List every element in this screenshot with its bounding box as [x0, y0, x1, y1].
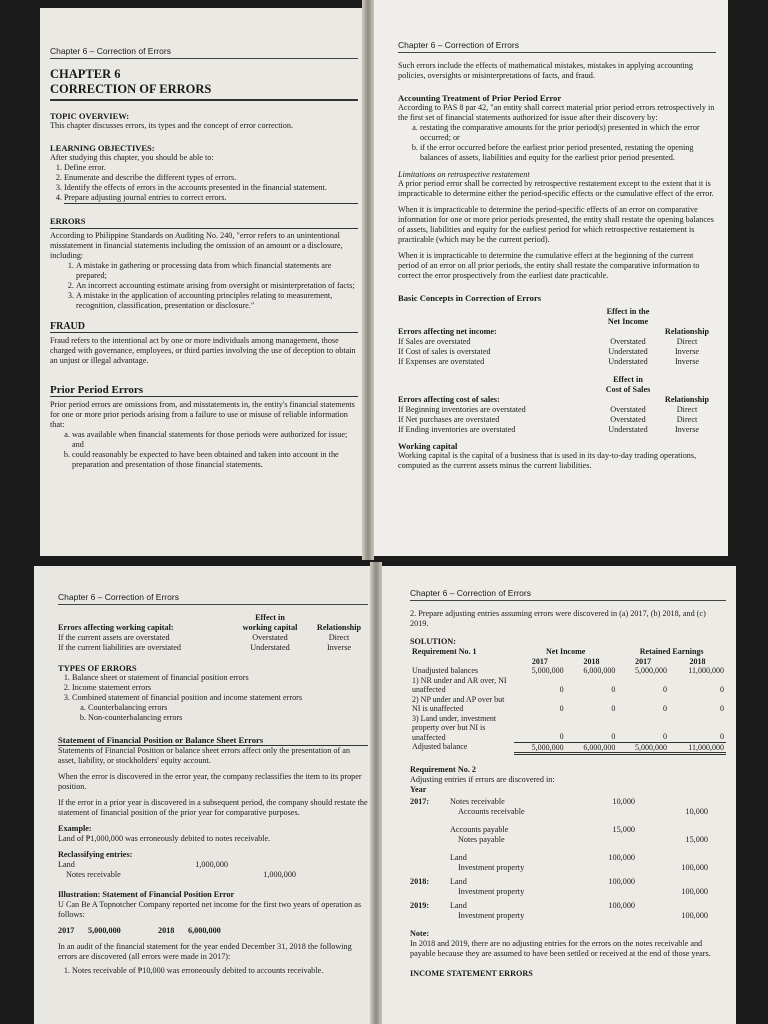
cs-row-label: If Beginning inventories are overstated	[398, 405, 526, 414]
ppe-item: b. could reasonably be expected to have been obtained and taken into account in the preparation and presentation of those financial statements.	[72, 450, 358, 470]
example-text: Land of ₱1,000,000 was erroneously debited to notes receivable.	[58, 834, 271, 843]
illustration-label: Illustration: Statement of Financial Position Error	[58, 890, 235, 899]
type-item-label: Combined statement of financial position and income statement errors	[72, 693, 303, 702]
example-label: Example:	[58, 824, 92, 833]
entry-credit-row	[410, 887, 726, 897]
limitations-text-3: When it is impracticable to determine the cumulative effect at the beginning of the current period of an error on all prior periods, the entity shall restate the comparative information to correct the error prospectively from the earliest date practicable.	[398, 251, 700, 280]
cs-col-relationship: Relationship	[664, 395, 710, 404]
page-top-left	[40, 8, 366, 556]
cs-row-effect: Understated	[608, 425, 648, 434]
ni-row-effect: Understated	[608, 347, 648, 356]
errors-heading: ERRORS	[50, 216, 86, 226]
ni-row	[398, 347, 716, 357]
learning-objectives-heading: LEARNING OBJECTIVES:	[50, 143, 155, 153]
ni-row-effect: Understated	[608, 357, 648, 366]
chapter-title	[50, 67, 358, 101]
basic-concepts-heading: Basic Concepts in Correction of Errors	[398, 293, 542, 303]
cs-col-effect-line1: Effect in	[613, 375, 643, 384]
cs-row-effect: Overstated	[610, 405, 646, 414]
cs-row	[398, 425, 716, 435]
entry-debit-account: Notes receivable	[450, 797, 505, 806]
working-capital-heading: Working capital	[398, 441, 458, 451]
entry-year	[410, 825, 450, 835]
page-header: Chapter 6 – Correction of Errors	[410, 588, 726, 601]
row-value: 0	[617, 714, 669, 743]
table-header-row	[410, 647, 726, 657]
entry-debit-row	[410, 853, 726, 863]
entry-credit-amount: 100,000	[681, 863, 708, 872]
entry-debit-amount: 100,000	[608, 853, 635, 862]
row-label: 3) Land under, investment property over but NI is unaffected	[412, 713, 497, 742]
ni-col-relationship: Relationship	[664, 327, 710, 336]
year-label: Year	[410, 785, 427, 794]
illustration-text: U Can Be A Topnotcher Company reported net income for the first two years of operation as follows:	[58, 900, 362, 919]
objective-item: 1. Define error.	[64, 163, 358, 173]
cs-table-subheader	[398, 395, 716, 405]
note-text: In 2018 and 2019, there are no adjusting entries for the errors on the notes receivable and payable because they are assumed to have been settled or received at the end of those years.	[410, 939, 711, 958]
entry-debit-row	[410, 825, 726, 835]
ni-row-effect: Overstated	[610, 337, 646, 346]
wc-col-effect-line2: working capital	[242, 623, 298, 632]
entry-debit-account: Land	[450, 853, 467, 862]
ni-year-2: 2018	[158, 926, 175, 935]
cs-row-label: If Net purchases are overstated	[398, 415, 500, 424]
wc-row	[58, 633, 368, 643]
chapter-name: CORRECTION OF ERRORS	[50, 82, 212, 96]
errors-list	[50, 261, 358, 311]
income-statement-errors-heading: INCOME STATEMENT ERRORS	[410, 969, 533, 978]
row-value: 5,000,000	[617, 742, 669, 754]
entry-year	[410, 853, 450, 863]
objective-item: 2. Enumerate and describe the different types of errors.	[64, 173, 358, 183]
cs-row-effect: Overstated	[610, 415, 646, 424]
treatment-item: b. if the error occurred before the earliest prior period presented, restating the opening balances of assets, liabilities and equity for the earliest prior period presented.	[420, 143, 716, 163]
table-row	[410, 695, 726, 714]
col-year: 2018	[689, 656, 706, 666]
page-header: Chapter 6 – Correction of Errors	[50, 46, 358, 59]
entry-credit-row	[410, 911, 726, 921]
requirement-1-label: Requirement No. 1	[412, 647, 477, 656]
entry-credit-amount: 100,000	[681, 887, 708, 896]
ni-row	[398, 357, 716, 367]
note-label: Note:	[410, 929, 430, 938]
row-value: 6,000,000	[566, 742, 618, 754]
row-value: 0	[662, 685, 667, 694]
cs-col-effect	[598, 375, 658, 395]
row-value: 0	[559, 704, 564, 713]
table-row	[410, 676, 726, 695]
limitations-heading: Limitations on retrospective restatement	[398, 170, 530, 179]
prior-period-errors-list	[50, 430, 358, 470]
ni-row-label: If Sales are overstated	[398, 337, 471, 346]
ni-row-label: If Expenses are overstated	[398, 357, 485, 366]
fraud-text: Fraud refers to the intentional act by one or more individuals among management, those charged with governance, employees, or third parties involving the use of deception to obtain an unjust or illegal advantage.	[50, 336, 356, 365]
ni-value-1: 5,000,000	[88, 926, 121, 935]
limitations-text-2: When it is impracticable to determine the period-specific effects of an error on comparative information for one or more prior periods presented, the entity shall restate the opening balances of assets, liabilities and equity for the earliest period for which retrospective restatement is practicable (which may be the current period).	[398, 205, 714, 244]
requirement-2-intro: Adjusting entries if errors are discovered in:	[410, 775, 555, 784]
entry-credit-amount: 100,000	[681, 911, 708, 920]
prior-period-errors-text: Prior period errors are omissions from, and misstatements in, the entity's financial statements for one or more prior periods arising from a failure to use or misuse of reliable information that:	[50, 400, 355, 429]
page-bottom-left	[34, 566, 374, 1024]
cs-col-effect-line2: Cost of Sales	[605, 385, 651, 394]
prior-period-errors-heading: Prior Period Errors	[50, 384, 358, 397]
ni-table-subheader	[398, 327, 716, 337]
errors-item: 1. A mistake in gathering or processing data from which financial statements are prepared;	[76, 261, 358, 281]
col-retained-earnings: Retained Earnings	[639, 647, 704, 656]
cs-row-relationship: Direct	[676, 415, 698, 424]
ni-table-title: Errors affecting net income:	[398, 327, 497, 336]
wc-table-title: Errors affecting working capital:	[58, 623, 174, 632]
col-year: 2018	[583, 656, 600, 666]
page-header: Chapter 6 – Correction of Errors	[58, 592, 368, 605]
entry-debit-amount: 15,000	[612, 825, 635, 834]
requirement-line: 2. Prepare adjusting entries assuming errors were discovered in (a) 2017, (b) 2018, and (c) 2019.	[410, 609, 706, 628]
entry-year: 2018:	[410, 877, 430, 886]
ni-value-2: 6,000,000	[188, 926, 221, 935]
wc-col-effect-line1: Effect in	[255, 613, 285, 622]
accounting-treatment-heading: Accounting Treatment of Prior Period Error	[398, 93, 562, 103]
entry-credit-row	[410, 863, 726, 873]
reclass-debit-account: Land	[58, 860, 75, 869]
entry-credit-account: Investment property	[458, 887, 525, 896]
cs-row-relationship: Inverse	[674, 425, 700, 434]
type-item: 1. Balance sheet or statement of financial position errors	[72, 673, 368, 683]
row-value: 5,000,000	[634, 666, 667, 675]
entry-debit-account: Land	[450, 901, 467, 910]
types-list	[58, 673, 368, 723]
ni-col-effect-line1: Effect in the	[606, 307, 650, 316]
row-value: 0	[720, 685, 724, 694]
errors-item: 3. A mistake in the application of accounting principles relating to measurement, recognition, classification, presentation or disclosure."	[76, 291, 358, 311]
type-item: 2. Income statement errors	[72, 683, 368, 693]
sfp-errors-heading: Statement of Financial Position or Balance Sheet Errors	[58, 735, 368, 746]
table-year-row	[410, 657, 726, 667]
ni-col-effect	[598, 307, 658, 327]
col-year: 2017	[531, 656, 548, 666]
row-value: 11,000,000	[688, 666, 724, 675]
accounting-treatment-text: According to PAS 8 par 42, "an entity shall correct material prior period errors retrospectively in the first set of financial statements authorized for issue after their discovery by:	[398, 103, 715, 122]
errors-item: 2. An incorrect accounting estimate arising from oversight or misinterpretation of facts;	[76, 281, 358, 291]
type-item	[72, 693, 368, 723]
row-value: 0	[611, 685, 616, 694]
row-value: 0	[662, 704, 667, 713]
cs-row-label: If Ending inventories are overstated	[398, 425, 516, 434]
working-capital-text: Working capital is the capital of a business that is used in its day-to-day trading operations, computed as the current assets minus the current liabilities.	[398, 451, 697, 470]
ni-table-header	[398, 307, 716, 327]
types-of-errors-heading: TYPES OF ERRORS	[58, 663, 137, 673]
wc-row-effect: Overstated	[252, 633, 288, 642]
row-label: 1) NR under and AR over, NI unaffected	[412, 675, 507, 694]
row-value: 0	[514, 714, 566, 743]
intro-text: Such errors include the effects of mathematical mistakes, mistakes in applying accounting policies, oversights or misinterpretations of facts, and fraud.	[398, 61, 693, 80]
objectives-list	[50, 163, 358, 204]
page-header: Chapter 6 – Correction of Errors	[398, 40, 716, 53]
col-net-income: Net Income	[545, 647, 586, 656]
topic-overview-text: This chapter discusses errors, its types and the concept of error correction.	[50, 121, 294, 130]
entry-debit-account: Land	[450, 877, 467, 886]
cs-row	[398, 405, 716, 415]
sfp-text-2: When the error is discovered in the error year, the company reclassifies the item to its proper position.	[58, 772, 362, 791]
ppe-item: a. was available when financial statements for those periods were authorized for issue; and	[72, 430, 358, 450]
row-value: 6,000,000	[583, 666, 616, 675]
cs-row	[398, 415, 716, 425]
entry-credit-account: Investment property	[458, 911, 525, 920]
table-row	[410, 714, 726, 743]
sfp-text-3: If the error in a prior year is discovered in a subsequent period, the company should restate the statement of financial position of the prior year for comparative purposes.	[58, 798, 368, 817]
row-value: 0	[720, 704, 724, 713]
ni-col-effect-line2: Net Income	[607, 317, 649, 326]
book-gutter-top	[362, 0, 374, 560]
ni-row-label: If Cost of sales is overstated	[398, 347, 491, 356]
errors-definition: According to Philippine Standards on Auditing No. 240, "error refers to an unintentional misstatement in financial statements including the omission of an amount or a disclosure, including:	[50, 228, 358, 261]
row-value: 11,000,000	[669, 742, 726, 754]
row-value: 0	[611, 704, 616, 713]
entry-year: 2017:	[410, 797, 430, 806]
sfp-text-1: Statements of Financial Position or balance sheet errors affect only the presentation of an asset, liability, or stockholders' equity account.	[58, 746, 351, 765]
wc-row-label: If the current assets are overstated	[58, 633, 170, 642]
requirement-2-label: Requirement No. 2	[410, 765, 477, 774]
wc-row-relationship: Inverse	[326, 643, 352, 652]
page-bottom-right	[378, 566, 736, 1024]
row-value: 0	[669, 714, 726, 743]
ni-row	[398, 337, 716, 347]
ni-row-relationship: Direct	[676, 337, 698, 346]
wc-table-subheader	[58, 623, 368, 633]
entry-credit-row	[410, 807, 726, 817]
cs-row-relationship: Direct	[676, 405, 698, 414]
reclass-credit-row	[58, 870, 368, 880]
objective-item: 3. Identify the effects of errors in the accounts presented in the financial statement.	[64, 183, 358, 193]
row-label: Adjusted balance	[412, 742, 468, 751]
reclass-debit-amount: 1,000,000	[195, 860, 228, 869]
entry-credit-amount: 15,000	[685, 835, 708, 844]
requirement-1-table	[410, 647, 726, 755]
row-value: 5,000,000	[531, 666, 564, 675]
wc-row-relationship: Direct	[328, 633, 350, 642]
table-total-row	[410, 742, 726, 754]
fraud-heading: FRAUD	[50, 321, 358, 333]
row-value: 0	[566, 714, 618, 743]
reclass-credit-account: Notes receivable	[66, 870, 121, 879]
audit-errors-list	[58, 966, 368, 976]
ni-row-relationship: Inverse	[674, 357, 700, 366]
table-row	[410, 666, 726, 676]
entry-debit-account: Accounts payable	[450, 825, 509, 834]
objectives-intro: After studying this chapter, you should be able to:	[50, 153, 214, 162]
entry-debit-amount: 100,000	[608, 877, 635, 886]
type-subitem: a. Counterbalancing errors	[88, 703, 368, 713]
row-label: 2) NP under and AP over but NI is unaffected	[412, 694, 505, 713]
reclass-debit-row	[58, 860, 368, 870]
entry-credit-account: Notes payable	[458, 835, 505, 844]
limitations-text-1: A prior period error shall be corrected by retrospective restatement except to the extent that it is impracticable to determine either the period-specific effects or the cumulative effect of the error.	[398, 179, 714, 198]
audit-text: In an audit of the financial statement for the year ended December 31, 2018 the following errors are discovered (all errors were made in 2017):	[58, 942, 352, 961]
wc-row-label: If the current liabilities are overstated	[58, 643, 181, 652]
entry-year: 2019:	[410, 901, 430, 910]
cs-table-title: Errors affecting cost of sales:	[398, 395, 500, 404]
row-value: 5,000,000	[514, 742, 566, 754]
ni-year-1: 2017	[58, 926, 75, 935]
entry-credit-row	[410, 835, 726, 845]
accounting-treatment-list	[398, 123, 716, 163]
cs-table-header	[398, 375, 716, 395]
wc-row-effect: Understated	[250, 643, 290, 652]
entry-debit-amount: 100,000	[608, 901, 635, 910]
objective-item: 4. Prepare adjusting journal entries to correct errors.	[64, 193, 358, 204]
type-subitem: b. Non-counterbalancing errors	[88, 713, 368, 723]
entry-debit-amount: 10,000	[612, 797, 635, 806]
entry-credit-account: Accounts receivable	[458, 807, 525, 816]
audit-error-item: 1. Notes receivable of ₱10,000 was erroneously debited to accounts receivable.	[72, 966, 368, 976]
wc-col-relationship: Relationship	[316, 623, 362, 632]
entry-debit-row	[410, 901, 726, 911]
page-top-right	[370, 0, 728, 556]
net-income-line	[58, 926, 368, 936]
row-value: 0	[559, 685, 564, 694]
topic-overview-heading: TOPIC OVERVIEW:	[50, 111, 130, 121]
entry-credit-account: Investment property	[458, 863, 525, 872]
entry-debit-row	[410, 877, 726, 887]
chapter-number: CHAPTER 6	[50, 67, 121, 81]
entry-debit-row	[410, 797, 726, 807]
col-year: 2017	[635, 656, 652, 666]
row-label: Unadjusted balances	[412, 666, 478, 675]
adjusting-entries	[410, 797, 726, 921]
ni-row-relationship: Inverse	[674, 347, 700, 356]
reclassifying-label: Reclassifying entries:	[58, 850, 133, 859]
treatment-item: a. restating the comparative amounts for the prior period(s) presented in which the error occurred; or	[420, 123, 716, 143]
entry-credit-amount: 10,000	[685, 807, 708, 816]
book-gutter-bottom	[370, 562, 382, 1024]
types-sublist	[72, 703, 368, 723]
reclass-credit-amount: 1,000,000	[263, 870, 296, 879]
wc-row	[58, 643, 368, 653]
solution-label: SOLUTION:	[410, 637, 456, 646]
